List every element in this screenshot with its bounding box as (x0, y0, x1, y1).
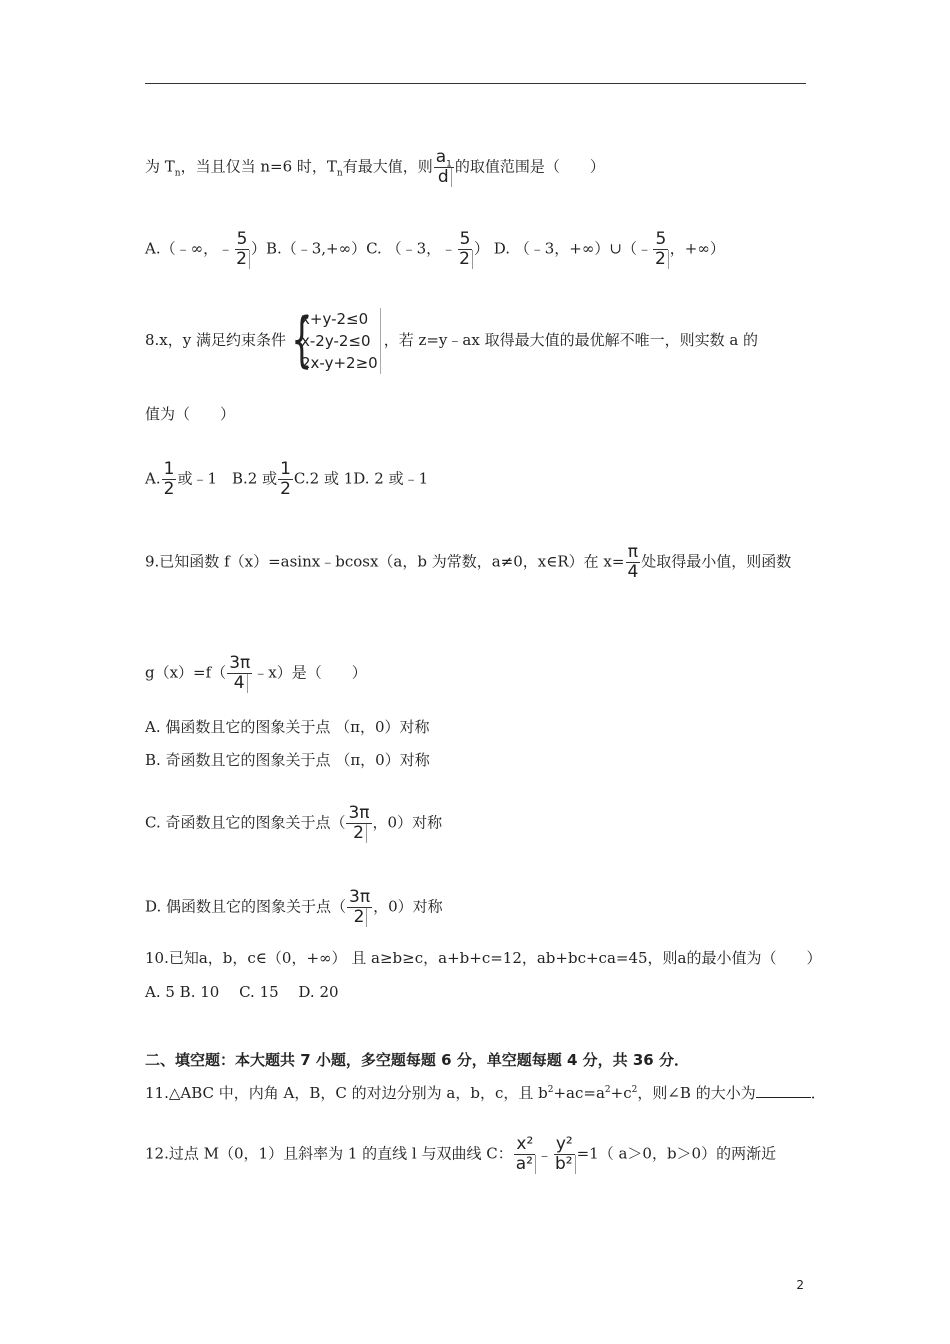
answer-blank (756, 1083, 811, 1098)
q9-option-d: D. 偶函数且它的图象关于点（ $\frac{3\pi}{2}$ ，0）对称 (145, 887, 443, 927)
q12-stem: 12.过点 M（0，1）且斜率为 1 的直线 l 与双曲线 C： $\frac{\text{x²}}{\text{a²}}$ ﹣ $\frac{\text{y²}}{\text{b²}}$ =1（ a＞0，b＞0）的两渐近 (145, 1134, 777, 1174)
fraction: $\frac{5}{2}$ (457, 230, 473, 269)
fraction: $\frac{3\pi}{2}$ (348, 803, 370, 843)
q9-option-a: A. 偶函数且它的图象关于点 （π，0）对称 (145, 718, 430, 736)
fraction: $\frac{3\pi}{4}$ (229, 653, 251, 693)
fraction: $\frac{\pi}{4}$ (627, 542, 639, 582)
section-heading: 二、填空题：本大题共 7 小题，多空题每题 6 分，单空题每题 4 分，共 36 分． (145, 1051, 689, 1069)
header-rule (145, 83, 806, 84)
fraction: $\frac{1}{2}$ (280, 459, 291, 499)
q11-stem: 11.△ABC 中，内角 A，B，C 的对边分别为 a，b，c，且 $b^2+ac=a^2+c^2$，则∠B 的大小为 ． (145, 1084, 826, 1102)
fraction: $\frac{1}{2}$ (163, 459, 175, 499)
page-number: 2 (796, 1278, 804, 1292)
q7-options: A.（﹣∞，﹣ $\frac{5}{2}$ ）B.（﹣3,+∞）C. （﹣3，﹣ $\frac{5}{2}$ ） D. （﹣3，+∞）∪（﹣ $\frac{5}{2}$ ，+∞） (145, 229, 725, 269)
q10-options: A. 5 B. 10 C. 15 D. 20 (145, 983, 339, 1001)
fraction: $\frac{\text{x²}}{\text{a²}}$ (514, 1135, 536, 1174)
fraction: $\frac{\text{y²}}{\text{b²}}$ (553, 1135, 576, 1174)
fraction: $\frac{5}{2}$ (653, 230, 669, 269)
q9-stem: 9.已知函数 f（x）=asinx﹣bcosx（a，b 为常数，a≠0，x∈R）在 x= $\frac{\pi}{4}$ 处取得最小值，则函数 (145, 542, 792, 582)
hyperbola-equation: $\frac{\text{x²}}{\text{a²}}$ ﹣ $\frac{\text{y²}}{\text{b²}}$ (513, 1135, 577, 1174)
q9-g-def: g（x）=f（ $\frac{3\pi}{4}$ ﹣x）是（ ） (145, 653, 367, 693)
q8-options: A. $\frac{1}{2}$ 或﹣1 B.2 或 $\frac{1}{2}$ C.2 或 1D. 2 或﹣1 (145, 459, 429, 499)
fraction: $\frac{a_1}{d}$ (435, 147, 452, 187)
fraction: $\frac{3\pi}{2}$ (349, 887, 371, 927)
q9-option-c: C. 奇函数且它的图象关于点（ $\frac{3\pi}{2}$ ，0）对称 (145, 803, 443, 843)
q10-stem: 10.已知a，b，c∈（0，+∞） 且 a≥b≥c，a+b+c=12，ab+bc+ca=45，则a的最小值为（ ） (145, 949, 822, 967)
q7-stem: 为 $T_n$，当且仅当 n=6 时，$T_n$有最大值，则 $\frac{a_1}{d}$ 的取值范围是（ ） (145, 147, 605, 187)
constraint-system: { x+y-2≤0 x-2y-2≤0 2x-y+2≥0 (289, 308, 381, 374)
q9-option-b: B. 奇函数且它的图象关于点 （π，0）对称 (145, 751, 430, 769)
q8-stem: 8.x，y 满足约束条件 { x+y-2≤0 x-2y-2≤0 2x-y+2≥0 ，若 z=y﹣ax 取得最大值的最优解不唯一，则实数 a 的 (145, 305, 759, 375)
q8-stem-line2: 值为（ ） (145, 405, 236, 423)
fraction: $\frac{5}{2}$ (234, 230, 250, 269)
